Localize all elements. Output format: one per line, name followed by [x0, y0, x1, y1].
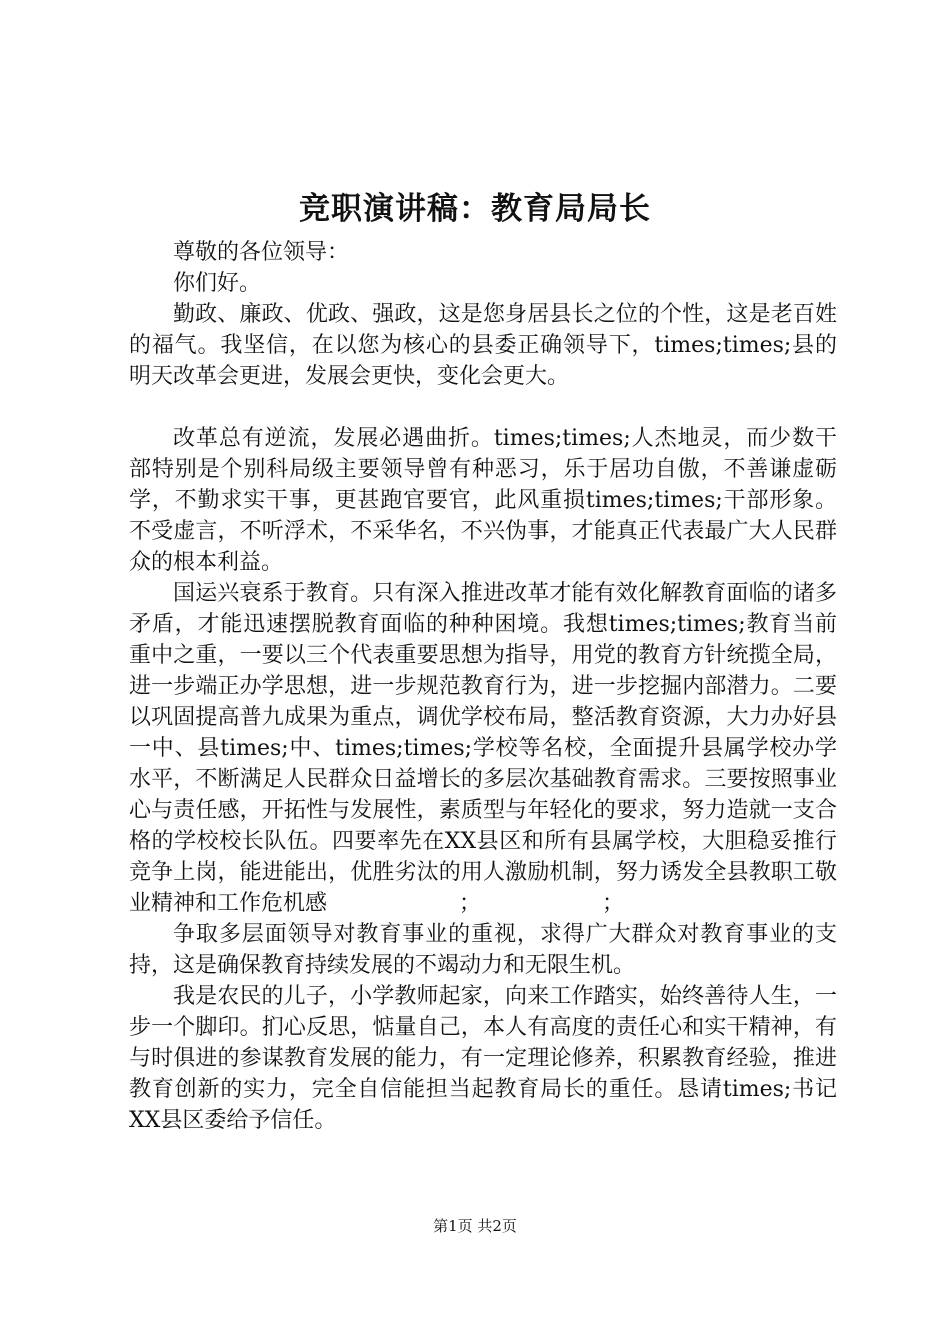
greeting: 你们好。 — [173, 271, 262, 296]
document-body — [129, 237, 837, 1136]
body-paragraph: 勤政、廉政、优政、强政，这是您身居县长之位的个性，这是老百姓的福气。我坚信，在以您为核心的县委正确领导下，times;times;县的明天改革会更进，发展会更快，变化会更大。 — [129, 302, 837, 389]
body-paragraph: 争取多层面领导对教育事业的重视，求得广大群众对教育事业的支持，这是确保教育持续发展的不竭动力和无限生机。 — [129, 922, 837, 978]
document-title: 竞职演讲稿：教育局局长 — [299, 191, 651, 227]
salutation: 尊敬的各位领导： — [173, 240, 350, 265]
page-number-footer: 第1页 共2页 — [433, 1217, 517, 1235]
body-paragraph: 国运兴衰系于教育。只有深入推进改革才能有效化解教育面临的诸多矛盾，才能迅速摆脱教育面临的种种困境。我想times;times;教育当前重中之重，一要以三个代表重要思想为指导，用党的教育方针统揽全局，进一步端正办学思想，进一步规范教育行为，进一步挖掘内部潜力。二要以巩固提高普九成果为重点，调优学校布局，整活教育资源，大力办好县一中、县times;中、times;times;学校等名校，全面提升县属学校办学水平，不断满足人民群众日益增长的多层次基础教育需求。三要按照事业心与责任感，开拓性与发展性，素质型与年轻化的要求，努力造就一支合格的学校校长队伍。四要率先在XX县区和所有县属学校，大胆稳妥推行竞争上岗，能进能出，优胜劣汰的用人激励机制，努力诱发全县教职工敬业精神和工作危机感 ； ； — [129, 581, 837, 916]
body-paragraph: 我是农民的儿子，小学教师起家，向来工作踏实，始终善待人生，一步一个脚印。扪心反思，惦量自己，本人有高度的责任心和实干精神，有与时俱进的参谋教育发展的能力，有一定理论修养，积累教育经验，推进教育创新的实力，完全自信能担当起教育局长的重任。恳请times;书记XX县区委给予信任。 — [129, 984, 837, 1133]
body-paragraph: 改革总有逆流，发展必遇曲折。times;times;人杰地灵，而少数干部特别是个别科局级主要领导曾有种恶习，乐于居功自傲，不善谦虚砺学，不勤求实干事，更甚跑官要官，此风重损times;times;干部形象。不受虚言，不听浮术，不采华名，不兴伪事，才能真正代表最广大人民群众的根本利益。 — [129, 426, 837, 575]
